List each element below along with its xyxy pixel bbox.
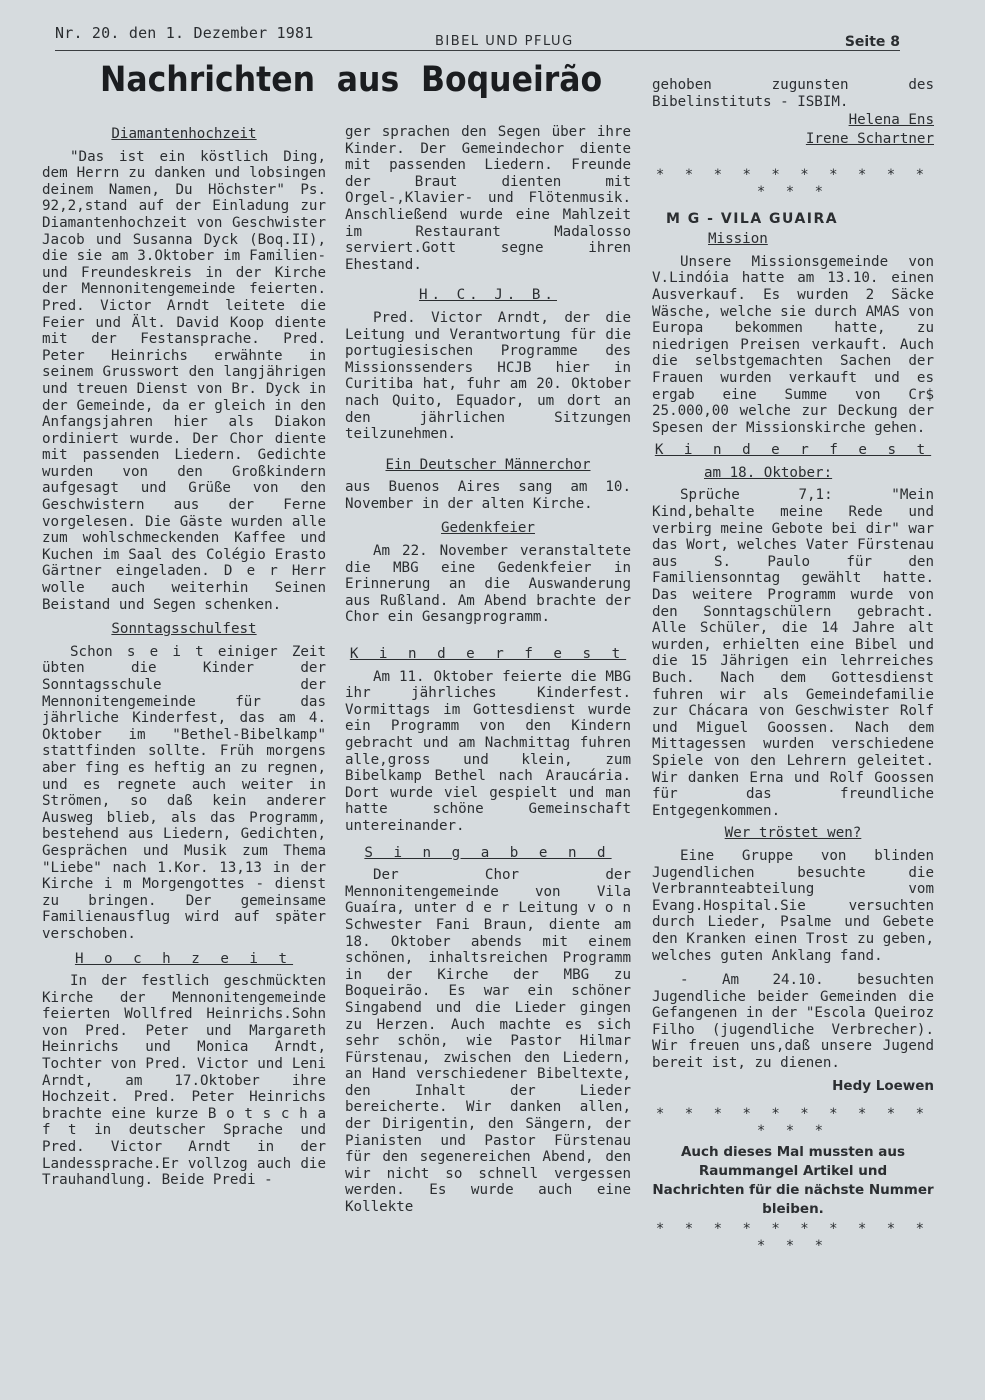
separator-stars-2: * * * * * * * * * * * * * xyxy=(655,1106,931,1139)
article-singabend-continued: gehoben zugunsten des Bibelinstituts - ISBIM. xyxy=(652,77,934,110)
article-kinderfest-2: Sprüche 7,1: "Mein Kind,behalte meine Rede und verbirg meine Gebote bei dir" war das Wort, welches Vater Fürstenau aus S. Paulo für den Familiensonntag gewählt hatte. Das weitere Programm wurde von den Sonntagschülern gebracht. Alle Schüler, die 14 Jahre alt wurden, erhielten eine Bibel und die 15 Jährigen ein lehrreiches Buch. Nach dem Gottesdienst fuhren wir als Gemeindefamilie zur Chácara von Geschwister Rolf und Miguel Goossen. Nach dem Mittagessen wurden verschiedene Spiele von den Lehrern geleitet. Wir danken Erna und Rolf Goossen für das freundliche Entgegenkommen. xyxy=(652,487,934,819)
column-3 xyxy=(652,77,934,1255)
section-heading-diamantenhochzeit: Diamantenhochzeit xyxy=(111,126,257,142)
article-mission: Unsere Missionsgemeinde von V.Lindóia hatte am 13.10. einen Ausverkauf. Es wurden 2 Säcke Wäsche, welche sie durch AMAS von Europa bekommen hatte, zu niedrigen Preisen verkauft. Auch die selbstgemachten Sachen der Frauen wurden verkauft und es ergab eine Summe von Cr$ 25.000,00 welche zur Deckung der Spesen der Missionskirche gehen. xyxy=(652,253,934,436)
article-singabend: Der Chor der Mennonitengemeinde von Vila Guaíra, unter d e r Leitung v o n Schwester Fani Braun, diente am 18. Oktober abends mit einem schönen, inhaltsreichen Programm in der Kirche der MBG zu Boqueirão. Es war ein schöner Singabend und die Lieder gingen zu Herzen. Auch machte es sich sehr schön, wie Pastor Hilmar Fürstenau, zwischen den Liedern, an Hand verschiedener Bibeltexte, den Inhalt der Lieder bereicherte. Wir danken allen, der Dirigentin, den Sängern, der Pianisten und Pastor Fürstenau für den segenereichen Abend, den wir nicht so schnell vergessen werden. Es wurde auch eine Kollekte xyxy=(345,867,631,1216)
article-wer-troestet: Eine Gruppe von blinden Jugendlichen besuchte die Verbrannteabteilung vom Evang.Hospital.Sie versuchten durch Lieder, Psalme und Gebete den Kranken einen Trost zu geben, welches guten Anklang fand. xyxy=(652,847,934,964)
section-heading-maennerchor: Ein Deutscher Männerchor xyxy=(385,456,591,473)
region-title: M G - VILA GUAIRA xyxy=(666,210,839,227)
article-sonntagsschulfest: Schon s e i t einiger Zeit übten die Kinder der Sonntagsschule der Mennonitengemeinde für das jährliche Kinderfest, das am 4. Oktober im "Bethel-Bibelkamp" stattfinden sollte. Früh morgens aber fing es heftig an zu regnen, und es regnete auch weiter in Strömen, so daß kein anderer Ausweg blieb, als das Programm, bestehend aus Liedern, Gedichten, Gesprächen und Musik zum Thema "Liebe" nach 1.Kor. 13,13 in der Kirche i m Morgengottes - dienst zu bringen. Der gemeinsame Familienausflug wird auf später verschoben. xyxy=(42,643,326,942)
signature-helena-ens: Helena Ens xyxy=(848,112,934,129)
section-heading-sonntagsschulfest: Sonntagsschulfest xyxy=(111,621,257,638)
article-maennerchor: aus Buenos Aires sang am 10. November in der alten Kirche. xyxy=(345,479,631,512)
signature-hedy-loewen: Hedy Loewen xyxy=(832,1077,934,1094)
issue-date: Nr. 20. den 1. Dezember 1981 xyxy=(55,24,314,42)
section-heading-wer-troestet: Wer tröstet wen? xyxy=(724,825,862,842)
page-number: Seite 8 xyxy=(844,34,900,50)
publication-name: BIBEL UND PFLUG xyxy=(435,34,574,49)
article-hochzeit-continued: ger sprachen den Segen über ihre Kinder. Der Gemeindechor diente mit passenden Liedern. Freunde der Braut dienten mit Orgel-,Klavier- und Flötenmusik. Anschließend wurde eine Mahlzeit im Restaurant Madalosso serviert.Gott segne ihren Ehestand. xyxy=(345,124,631,273)
main-title: Nachrichten aus Boqueirão xyxy=(100,60,603,100)
article-diamantenhochzeit: "Das ist ein köstlich Ding, dem Herrn zu danken und lobsingen deinem Namen, Du Höchster" Ps. 92,2,stand auf der Einladung zur Diamantenhochzeit von Geschwister Jacob und Susanna Dyck (Boq.II), die sie am 3.Oktober im Familien- und Freundeskreis in der Kirche der Mennonitengemeinde feierten. Pred. Victor Arndt leitete die Feier und Ält. David Koop diente mit der Festansprache. Pred. Peter Heinrichs erwähnte in seinem Grusswort den langjährigen und treuen Dienst von Br. Dyck in der Gemeinde, da er gleich in den Anfangsjahren hier als Diakon ordiniert wurde. Der Chor diente mit passenden Liedern. Gedichte wurden von den Großkindern aufgesagt und Grüße von den Geschwistern aus der Ferne vorgelesen. Die Gäste wurden alle zum wohlschmeckenden Kaffee und Kuchen im Saal des Colégio Erasto Gärtner eingeladen. D e r Herr wolle auch weiterhin Seinen Beistand und Segen schenken. xyxy=(42,148,326,613)
section-heading-mission: Mission xyxy=(708,231,768,248)
article-hochzeit: In der festlich geschmückten Kirche der Mennonitengemeinde feierten Wollfred Heinrichs.Sohn von Pred. Peter und Margareth Heinrichs und Monica Arndt, Tochter von Pred. Victor und Leni Arndt, am 17.Oktober ihre Hochzeit. Pred. Peter Heinrichs brachte eine kurze B o t s c h a f t in deutscher Sprache und Pred. Victor Arndt in der Landessprache.Er vollzog auch die Trauhandlung. Beide Predi - xyxy=(42,973,326,1189)
editorial-notice: Auch dieses Mal mussten aus Raummangel Artikel und Nachrichten für die nächste Nummer bleiben. xyxy=(652,1144,934,1218)
section-heading-kinderfest: K i n d e r f e s t xyxy=(349,646,627,663)
separator-stars: * * * * * * * * * * * * * xyxy=(655,167,931,200)
article-wer-troestet-2: - Am 24.10. besuchten Jugendliche beider Gemeinden die Gefangenen in der "Escola Queiroz Filho (jugendliche Verbrecher). Wir freuen uns,daß unsere Jugend bereit ist, zu dienen. xyxy=(652,972,934,1072)
separator-stars-3: * * * * * * * * * * * * * xyxy=(655,1221,931,1255)
article-gedenkfeier: Am 22. November veranstaltete die MBG eine Gedenkfeier in Erinnerung an die Auswanderung aus Rußland. Am Abend brachte der Chor ein Gesangprogramm. xyxy=(345,543,631,626)
page-header xyxy=(55,22,900,51)
section-heading-hcjb: H. C. J. B. xyxy=(419,287,557,304)
section-heading-kinderfest-2: K i n d e r f e s t xyxy=(654,442,932,459)
article-kinderfest: Am 11. Oktober feierte die MBG ihr jährliches Kinderfest. Vormittags im Gottesdienst wurde ein Programm von den Kindern gebracht und am Nachmittag fuhren alle,gross und klein, zum Bibelkamp Bethel nach Araucária. Dort wurde viel gespielt und man hatte schöne Gemeinschaft untereinander. xyxy=(345,668,631,834)
signature-irene-schartner: Irene Schartner xyxy=(805,130,934,147)
article-hcjb: Pred. Victor Arndt, der die Leitung und Verantwortung für die portugiesischen Programme des Missionssenders HCJB hier in Curitiba hat, fuhr am 20. Oktober nach Quito, Equador, um dort an den jährlichen Sitzungen teilzunehmen. xyxy=(345,309,631,443)
section-heading-singabend: S i n g a b e n d xyxy=(364,844,612,861)
column-2 xyxy=(345,124,631,1216)
section-subheading-date: am 18. Oktober: xyxy=(704,464,833,481)
column-1 xyxy=(42,122,326,1189)
section-heading-gedenkfeier: Gedenkfeier xyxy=(441,520,535,537)
section-heading-hochzeit: H o c h z e i t xyxy=(74,950,294,967)
